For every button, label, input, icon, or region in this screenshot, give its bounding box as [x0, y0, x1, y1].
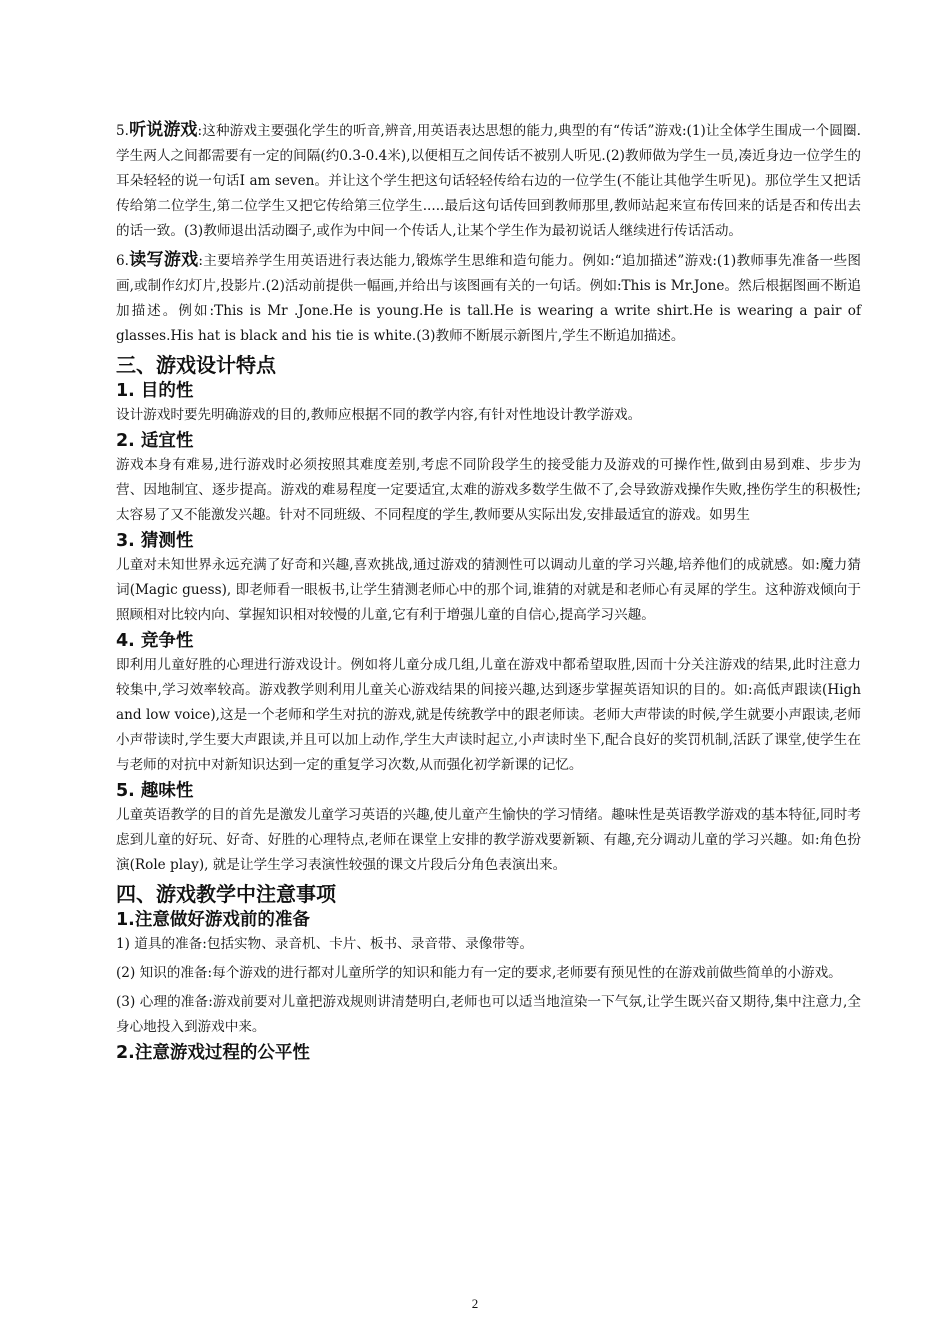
- paragraph-purpose: 设计游戏时要先明确游戏的目的,教师应根据不同的教学内容,有针对性地设计教学游戏。: [116, 407, 642, 423]
- paragraph-reading-writing-game: [116, 248, 861, 349]
- paragraph-listening-game: [116, 118, 861, 244]
- document-page: [116, 118, 861, 1065]
- item-lead-title: 听说游戏: [128, 120, 198, 140]
- item-body: :主要培养学生用英语进行表达能力,锻炼学生思维和造句能力。例如:“追加描述”游戏:(1)教师事先准备一些图画,或制作幻灯片,投影片.(2)活动前提供一幅画,并给出与该图画有关的一句话。例如:This is Mr.Jone。然后根据图画不断追加描述。例如:This is Mr .Jone.He is young.He is tall.He is wearing a write shirt.He is wearing a pair of glasses.His hat is black and his tie is white.(3)教师不断展示新图片,学生不断追加描述。: [116, 253, 861, 344]
- section-heading-design-features: 三、游戏设计特点: [116, 353, 276, 377]
- list-item-knowledge: (2) 知识的准备:每个游戏的进行都对儿童所学的知识和能力有一定的要求,老师要有预见性的在游戏前做些简单的小游戏。: [116, 965, 842, 981]
- item-number: 6.: [116, 253, 129, 269]
- subheading-guessing: 3. 猜测性: [116, 531, 194, 551]
- subheading-competition: 4. 竞争性: [116, 631, 194, 651]
- subheading-fun: 5. 趣味性: [116, 781, 194, 801]
- paragraph-competition: 即利用儿童好胜的心理进行游戏设计。例如将儿童分成几组,儿童在游戏中都希望取胜,因而十分关注游戏的结果,此时注意力较集中,学习效率较高。游戏教学则利用儿童关心游戏结果的间接兴趣,达到逐步掌握英语知识的目的。如:高低声跟读(High and low voice),这是一个老师和学生对抗的游戏,就是传统教学中的跟老师读。老师大声带读的时候,学生就要小声跟读,老师小声带读时,学生要大声跟读,并且可以加上动作,学生大声读时起立,小声读时坐下,配合良好的奖罚机制,活跃了课堂,使学生在与老师的对抗中对新知识达到一定的重复学习次数,从而强化初学新课的记忆。: [116, 657, 861, 773]
- item-body: :这种游戏主要强化学生的听音,辨音,用英语表达思想的能力,典型的有“传话”游戏:(1)让全体学生围成一个圆圈.学生两人之间都需要有一定的间隔(约0.3-0.4米),以便相互之间传话不被别人听见.(2)教师做为学生一员,凑近身边一位学生的耳朵轻轻的说一句话I am seven。并让这个学生把这句话轻轻传给右边的一位学生(不能让其他学生听见)。那位学生又把话传给第二位学生,第二位学生又把它传给第三位学生.....最后这句话传回到教师那里,教师站起来宣布传回来的话是否和传出去的话一致。(3)教师退出活动圈子,或作为中间一个传话人,让某个学生作为最初说话人继续进行传话活动。: [116, 123, 861, 239]
- subheading-fairness: 2.注意游戏过程的公平性: [116, 1043, 310, 1063]
- subheading-purpose: 1. 目的性: [116, 381, 194, 401]
- paragraph-suitability: 游戏本身有难易,进行游戏时必须按照其难度差别,考虑不同阶段学生的接受能力及游戏的可操作性,做到由易到难、步步为营、因地制宜、逐步提高。游戏的难易程度一定要适宜,太难的游戏多数学生做不了,会导致游戏操作失败,挫伤学生的积极性;太容易了又不能激发兴趣。针对不同班级、不同程度的学生,教师要从实际出发,安排最适宜的游戏。如男生: [116, 457, 861, 523]
- paragraph-guessing: 儿童对未知世界永远充满了好奇和兴趣,喜欢挑战,通过游戏的猜测性可以调动儿童的学习兴趣,培养他们的成就感。如:魔力猜词(Magic guess), 即老师看一眼板书,让学生猜测老师心中的那个词,谁猜的对就是和老师心有灵犀的学生。这种游戏倾向于照顾相对比较内向、掌握知识相对较慢的儿童,它有利于增强儿童的自信心,提高学习兴趣。: [116, 557, 861, 623]
- page-number: 2: [471, 1296, 479, 1311]
- item-lead-title: 读写游戏: [128, 250, 199, 270]
- paragraph-fun: 儿童英语教学的目的首先是激发儿童学习英语的兴趣,使儿童产生愉快的学习情绪。趣味性是英语教学游戏的基本特征,同时考虑到儿童的好玩、好奇、好胜的心理特点,老师在课堂上安排的教学游戏要新颖、有趣,充分调动儿童的学习兴趣。如:角色扮演(Role play), 就是让学生学习表演性较强的课文片段后分角色表演出来。: [116, 807, 861, 873]
- item-number: 5.: [116, 123, 129, 139]
- subheading-suitability: 2. 适宜性: [116, 431, 194, 451]
- list-item-props: 1) 道具的准备:包括实物、录音机、卡片、板书、录音带、录像带等。: [116, 936, 534, 952]
- section-heading-notes: 四、游戏教学中注意事项: [116, 882, 336, 906]
- subheading-preparation: 1.注意做好游戏前的准备: [116, 910, 310, 930]
- list-item-psychology: (3) 心理的准备:游戏前要对儿童把游戏规则讲清楚明白,老师也可以适当地渲染一下气氛,让学生既兴奋又期待,集中注意力,全身心地投入到游戏中来。: [116, 994, 861, 1035]
